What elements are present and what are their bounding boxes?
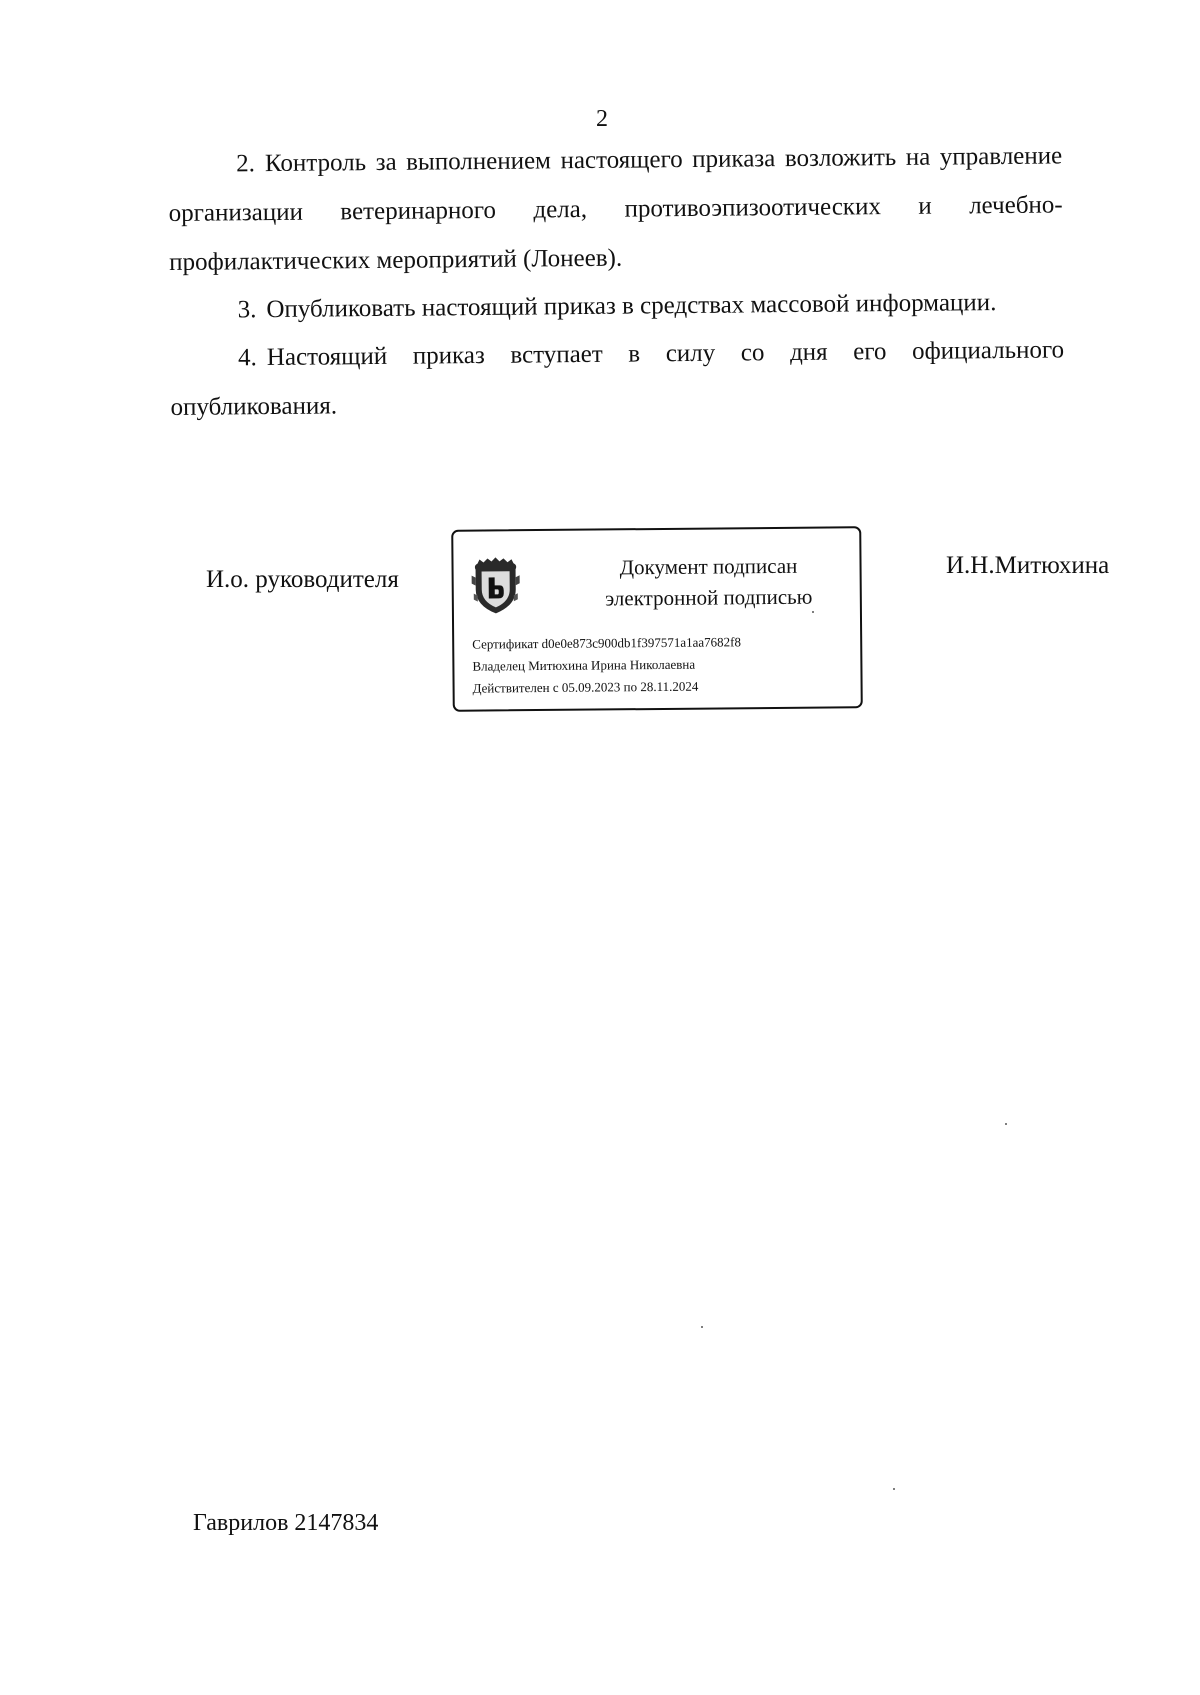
coat-of-arms-icon bbox=[469, 555, 522, 615]
stamp-validity: Действителен с 05.09.2023 по 28.11.2024 bbox=[472, 678, 699, 696]
paragraph-number: 3. bbox=[237, 296, 257, 324]
stamp-title-line-2: электронной подписью bbox=[605, 584, 813, 611]
paragraph-text: Контроль за выполнением настоящего приказа возложить на управление организации ветеринарного дела, противоэпизоотических и лечебно-профилактических мероприятий (Лонеев). bbox=[168, 142, 1063, 276]
executor-note: Гаврилов 2147834 bbox=[193, 1510, 379, 1536]
scan-speck bbox=[1005, 1123, 1007, 1125]
paragraph-text: Опубликовать настоящий приказ в средствах массовой информации. bbox=[266, 289, 997, 324]
stamp-owner: Владелец Митюхина Ирина Николаевна bbox=[472, 656, 696, 674]
paragraph-number: 4. bbox=[237, 344, 257, 372]
stamp-title-line-1: Документ подписан bbox=[619, 553, 798, 580]
paragraph-4 bbox=[170, 325, 1065, 432]
order-body bbox=[168, 131, 1065, 431]
signatory-name: И.Н.Митюхина bbox=[946, 552, 1110, 579]
electronic-signature-stamp bbox=[451, 526, 863, 712]
stamp-details bbox=[472, 631, 741, 699]
scan-speck bbox=[701, 1326, 703, 1328]
paragraph-text: Настоящий приказ вступает в силу со дня его официального опубликования. bbox=[170, 336, 1065, 421]
signatory-role: И.о. руководителя bbox=[206, 566, 399, 593]
paragraph-2 bbox=[168, 131, 1063, 287]
page-number: 2 bbox=[596, 106, 608, 132]
stamp-title bbox=[563, 550, 854, 615]
stamp-certificate: Сертификат d0e0e873c900db1f397571a1aa7682f8 bbox=[472, 634, 741, 652]
paragraph-number: 2. bbox=[236, 150, 256, 178]
scan-speck bbox=[812, 611, 814, 613]
scan-speck bbox=[893, 1488, 895, 1490]
